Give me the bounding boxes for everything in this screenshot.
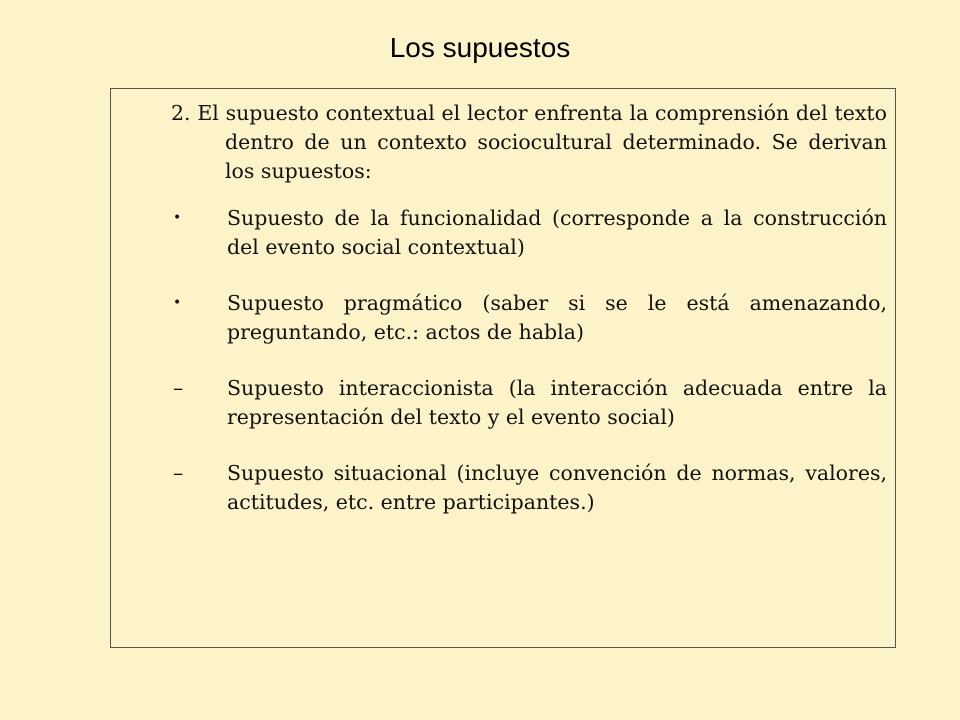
intro-number: 2. [171,101,191,125]
list-item-text: Supuesto situacional (incluye convención de normas, valores, actitudes, etc. entre participantes.) [227,461,887,514]
dash-marker: – [173,376,184,400]
bullet-marker: • [173,295,182,311]
dash-marker: – [173,461,184,485]
intro-text: El supuesto contextual el lector enfrenta la comprensión del texto dentro de un contexto sociocultural determinado. Se derivan los supuestos: [197,101,887,183]
intro-paragraph [171,99,887,186]
slide-title: Los supuestos [389,32,571,63]
bullet-marker: • [173,210,182,226]
list-item [171,374,887,432]
list-item-text: Supuesto interaccionista (la interacción adecuada entre la representación del texto y el evento social) [227,376,887,429]
list-item-text: Supuesto de la funcionalidad (corresponde a la construcción del evento social contextual) [227,206,887,259]
content-box [110,88,896,648]
list-item [171,204,887,262]
list-item [171,289,887,347]
list-item-text: Supuesto pragmático (saber si se le está amenazando, preguntando, etc.: actos de habla) [227,291,887,344]
body-text [171,99,887,544]
list-item [171,459,887,517]
